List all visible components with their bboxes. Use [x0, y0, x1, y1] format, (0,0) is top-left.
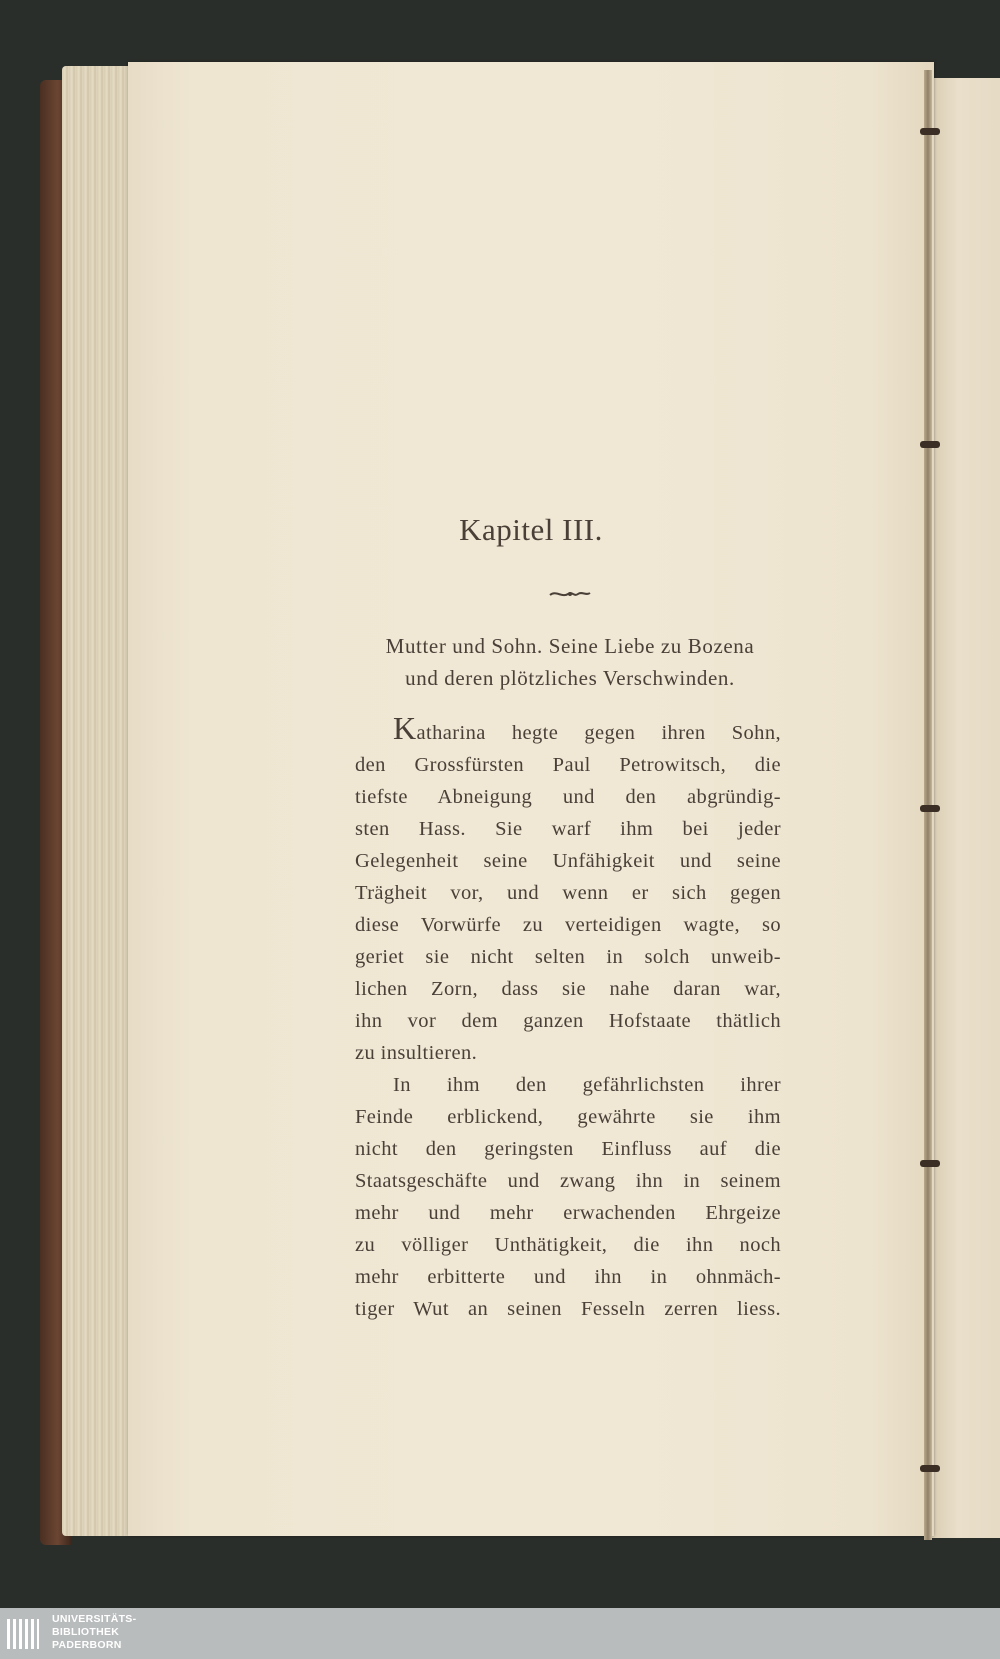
binding-stitch — [920, 1465, 940, 1472]
body-text — [355, 712, 781, 1325]
paragraph-1 — [355, 712, 781, 1069]
text-line: Gelegenheit seine Unfähigkeit und seine — [355, 850, 781, 872]
text-line: zu völliger Unthätigkeit, die ihn noch — [355, 1234, 781, 1256]
text-line: Trägheit vor, und wenn er sich gegen — [355, 882, 781, 904]
facing-page — [930, 78, 1000, 1538]
text-line: nicht den geringsten Einfluss auf die — [355, 1138, 781, 1160]
text-line: In ihm den gefährlichsten ihrer — [393, 1074, 781, 1096]
text-line: diese Vorwürfe zu verteidigen wagte, so — [355, 914, 781, 936]
text-line — [355, 712, 781, 749]
text-line: tiefste Abneigung und den abgründig- — [355, 786, 781, 808]
binding-stitch — [920, 1160, 940, 1167]
chapter-subtitle — [340, 630, 800, 694]
library-name — [52, 1613, 136, 1652]
drop-cap: K — [393, 710, 417, 746]
library-name-line: PADERBORN — [52, 1639, 122, 1651]
text-line: zu insultieren. — [355, 1042, 478, 1064]
chapter-title: Kapitel III. — [459, 512, 603, 547]
binding-stitch — [920, 805, 940, 812]
ornament-icon — [548, 588, 592, 600]
text-line: tiger Wut an seinen Fesseln zerren liess. — [355, 1298, 781, 1320]
text-line: Staatsgeschäfte und zwang ihn in seinem — [355, 1170, 781, 1192]
binding-stitch — [920, 128, 940, 135]
subtitle-line: Mutter und Sohn. Seine Liebe zu Bozena — [385, 634, 755, 658]
text-line: den Grossfürsten Paul Petrowitsch, die — [355, 754, 781, 776]
text-line: mehr und mehr erwachenden Ehrgeize — [355, 1202, 781, 1224]
text-line: lichen Zorn, dass sie nahe daran war, — [355, 978, 781, 1000]
text-line: geriet sie nicht selten in solch unweib- — [355, 946, 781, 968]
text-line: ihn vor dem ganzen Hofstaate thätlich — [355, 1010, 781, 1032]
library-name-line: BIBLIOTHEK — [52, 1626, 120, 1638]
library-footer-bar — [0, 1608, 1000, 1659]
paragraph-2 — [355, 1069, 781, 1325]
text-line: Feinde erblickend, gewährte sie ihm — [355, 1106, 781, 1128]
text-line: sten Hass. Sie warf ihm bei jeder — [355, 818, 781, 840]
library-logo-icon — [6, 1617, 40, 1651]
library-name-line: UNIVERSITÄTS- — [52, 1613, 137, 1625]
subtitle-line: und deren plötzliches Verschwinden. — [405, 666, 735, 690]
text-line: mehr erbitterte und ihn in ohnmäch- — [355, 1266, 781, 1288]
binding-stitch — [920, 441, 940, 448]
first-line-rest: atharina hegte gegen ihren Sohn, — [416, 722, 781, 744]
